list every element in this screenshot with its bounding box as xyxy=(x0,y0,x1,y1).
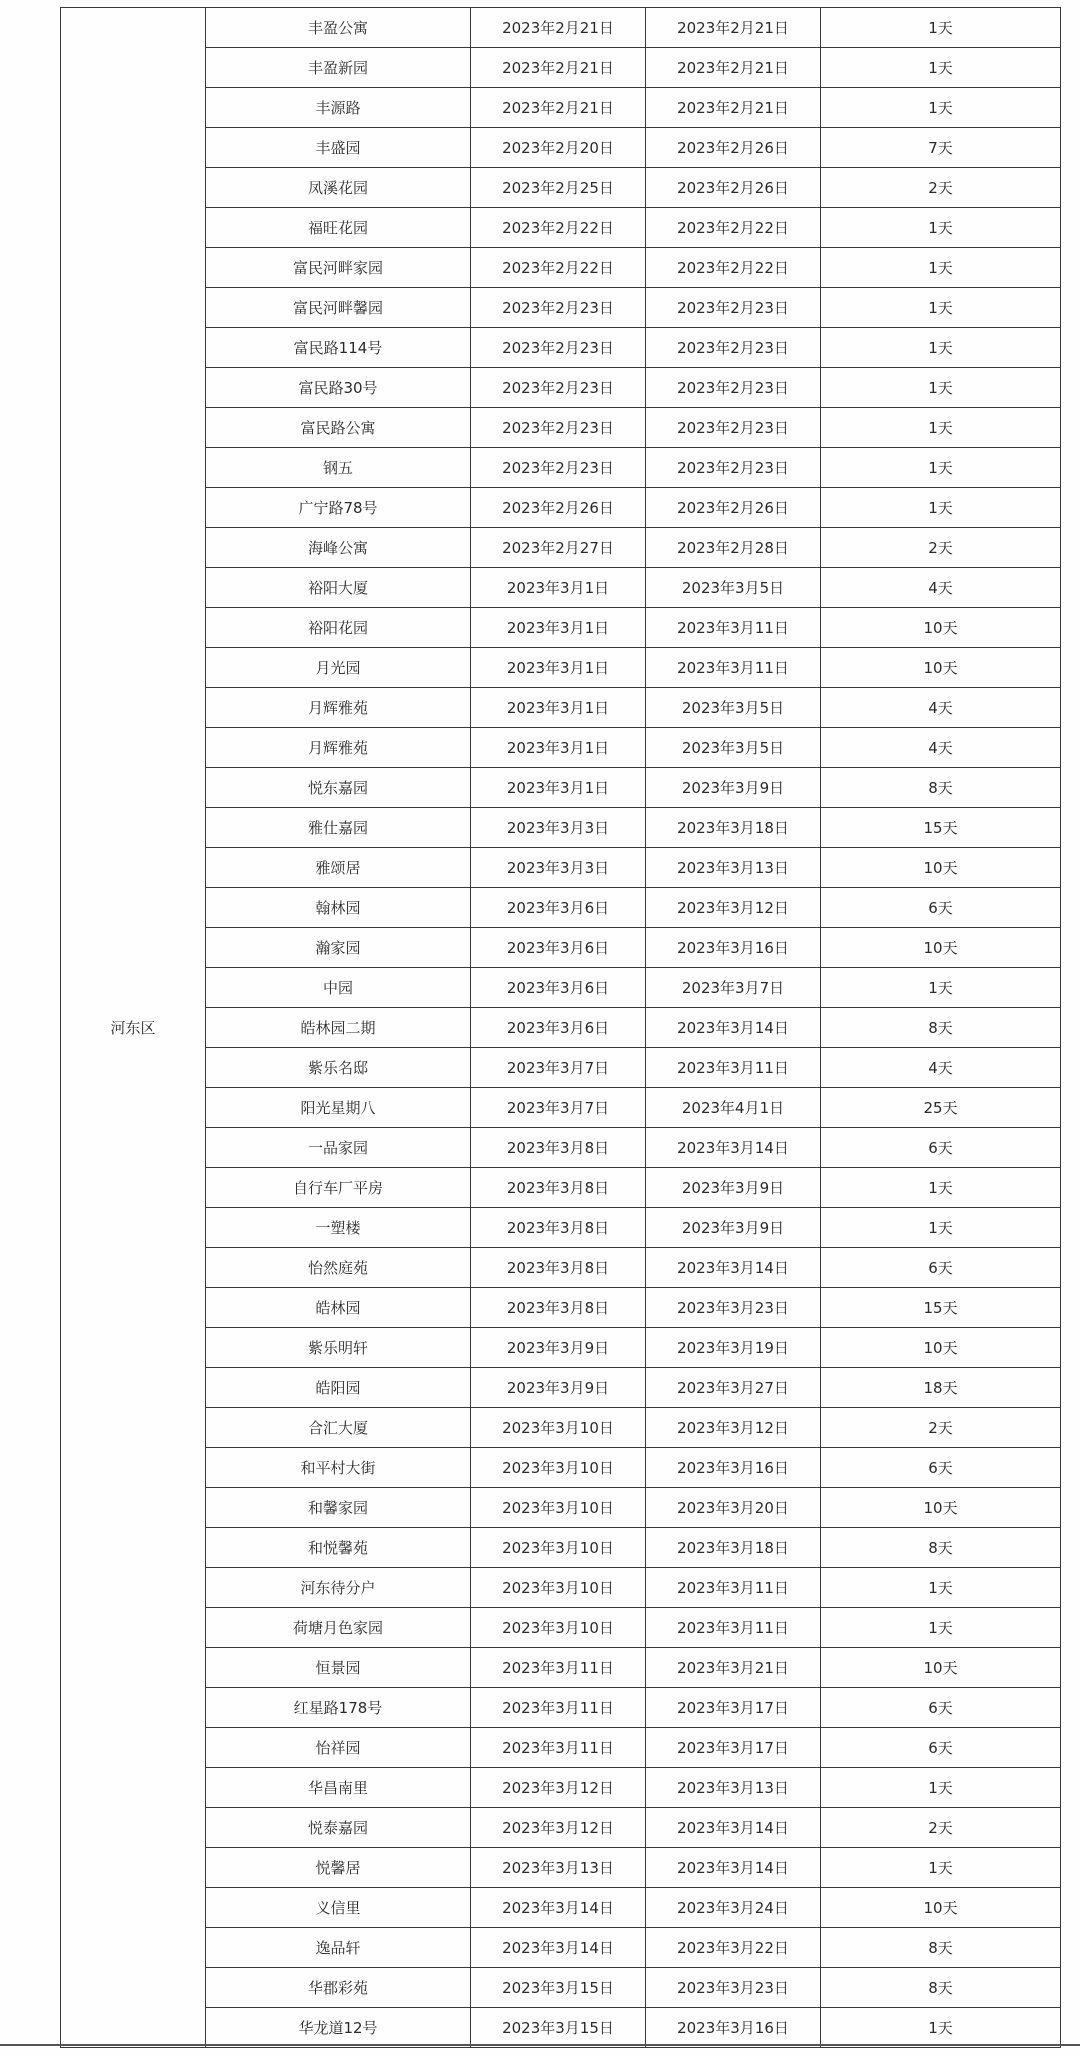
community-name-cell: 富民路30号 xyxy=(206,368,471,408)
end-date-cell: 2023年3月9日 xyxy=(646,1168,821,1208)
duration-cell: 1天 xyxy=(821,8,1061,48)
start-date-cell: 2023年3月7日 xyxy=(471,1088,646,1128)
table-row xyxy=(61,1808,1061,1848)
community-name-cell: 和平村大街 xyxy=(206,1448,471,1488)
table-row xyxy=(61,1288,1061,1328)
table-row xyxy=(61,968,1061,1008)
start-date-cell: 2023年2月20日 xyxy=(471,128,646,168)
end-date-cell: 2023年3月18日 xyxy=(646,808,821,848)
start-date-cell: 2023年3月11日 xyxy=(471,1648,646,1688)
end-date-cell: 2023年3月9日 xyxy=(646,768,821,808)
duration-cell: 1天 xyxy=(821,288,1061,328)
duration-cell: 18天 xyxy=(821,1368,1061,1408)
duration-cell: 8天 xyxy=(821,1928,1061,1968)
duration-cell: 8天 xyxy=(821,1528,1061,1568)
start-date-cell: 2023年3月13日 xyxy=(471,1848,646,1888)
end-date-cell: 2023年3月14日 xyxy=(646,1248,821,1288)
duration-cell: 6天 xyxy=(821,1448,1061,1488)
community-name-cell: 荷塘月色家园 xyxy=(206,1608,471,1648)
community-name-cell: 雅仕嘉园 xyxy=(206,808,471,848)
community-name-cell: 翰林园 xyxy=(206,888,471,928)
start-date-cell: 2023年2月27日 xyxy=(471,528,646,568)
duration-cell: 1天 xyxy=(821,2008,1061,2048)
duration-cell: 2天 xyxy=(821,528,1061,568)
end-date-cell: 2023年2月21日 xyxy=(646,8,821,48)
duration-cell: 1天 xyxy=(821,328,1061,368)
table-row xyxy=(61,688,1061,728)
table-row xyxy=(61,48,1061,88)
table-row xyxy=(61,208,1061,248)
start-date-cell: 2023年3月6日 xyxy=(471,888,646,928)
table-row xyxy=(61,608,1061,648)
duration-cell: 1天 xyxy=(821,488,1061,528)
table-row xyxy=(61,1608,1061,1648)
end-date-cell: 2023年2月22日 xyxy=(646,208,821,248)
community-name-cell: 富民路114号 xyxy=(206,328,471,368)
table-row xyxy=(61,1968,1061,2008)
table-row xyxy=(61,928,1061,968)
table-row xyxy=(61,1648,1061,1688)
start-date-cell: 2023年3月10日 xyxy=(471,1408,646,1448)
end-date-cell: 2023年2月28日 xyxy=(646,528,821,568)
end-date-cell: 2023年3月22日 xyxy=(646,1928,821,1968)
community-name-cell: 皓阳园 xyxy=(206,1368,471,1408)
duration-cell: 8天 xyxy=(821,1008,1061,1048)
duration-cell: 15天 xyxy=(821,1288,1061,1328)
start-date-cell: 2023年3月8日 xyxy=(471,1168,646,1208)
end-date-cell: 2023年3月14日 xyxy=(646,1128,821,1168)
community-name-cell: 皓林园 xyxy=(206,1288,471,1328)
duration-cell: 1天 xyxy=(821,448,1061,488)
duration-cell: 10天 xyxy=(821,928,1061,968)
duration-cell: 2天 xyxy=(821,1808,1061,1848)
start-date-cell: 2023年3月11日 xyxy=(471,1688,646,1728)
table-row xyxy=(61,1328,1061,1368)
end-date-cell: 2023年2月26日 xyxy=(646,168,821,208)
duration-cell: 6天 xyxy=(821,1248,1061,1288)
duration-cell: 1天 xyxy=(821,1568,1061,1608)
community-name-cell: 福旺花园 xyxy=(206,208,471,248)
start-date-cell: 2023年3月10日 xyxy=(471,1448,646,1488)
duration-cell: 1天 xyxy=(821,48,1061,88)
table-row xyxy=(61,528,1061,568)
community-name-cell: 一品家园 xyxy=(206,1128,471,1168)
table-row xyxy=(61,568,1061,608)
table-row xyxy=(61,1448,1061,1488)
start-date-cell: 2023年3月6日 xyxy=(471,928,646,968)
start-date-cell: 2023年2月23日 xyxy=(471,448,646,488)
start-date-cell: 2023年3月1日 xyxy=(471,768,646,808)
duration-cell: 1天 xyxy=(821,208,1061,248)
table-row xyxy=(61,368,1061,408)
duration-cell: 4天 xyxy=(821,728,1061,768)
duration-cell: 4天 xyxy=(821,1048,1061,1088)
table-row xyxy=(61,1488,1061,1528)
duration-cell: 10天 xyxy=(821,1328,1061,1368)
duration-cell: 1天 xyxy=(821,248,1061,288)
start-date-cell: 2023年3月1日 xyxy=(471,568,646,608)
table-row xyxy=(61,288,1061,328)
community-name-cell: 裕阳大厦 xyxy=(206,568,471,608)
district-cell: 河东区 xyxy=(61,8,206,2048)
duration-cell: 10天 xyxy=(821,648,1061,688)
community-name-cell: 月光园 xyxy=(206,648,471,688)
duration-cell: 1天 xyxy=(821,88,1061,128)
end-date-cell: 2023年3月17日 xyxy=(646,1688,821,1728)
start-date-cell: 2023年3月9日 xyxy=(471,1368,646,1408)
duration-cell: 8天 xyxy=(821,1968,1061,2008)
community-name-cell: 和悦馨苑 xyxy=(206,1528,471,1568)
end-date-cell: 2023年3月16日 xyxy=(646,2008,821,2048)
table-row xyxy=(61,1168,1061,1208)
end-date-cell: 2023年3月18日 xyxy=(646,1528,821,1568)
end-date-cell: 2023年2月23日 xyxy=(646,448,821,488)
table-row xyxy=(61,448,1061,488)
table-row xyxy=(61,1768,1061,1808)
community-name-cell: 皓林园二期 xyxy=(206,1008,471,1048)
duration-cell: 2天 xyxy=(821,168,1061,208)
end-date-cell: 2023年3月13日 xyxy=(646,1768,821,1808)
end-date-cell: 2023年4月1日 xyxy=(646,1088,821,1128)
end-date-cell: 2023年3月14日 xyxy=(646,1008,821,1048)
end-date-cell: 2023年3月11日 xyxy=(646,648,821,688)
community-name-cell: 悦东嘉园 xyxy=(206,768,471,808)
community-name-cell: 丰源路 xyxy=(206,88,471,128)
duration-cell: 1天 xyxy=(821,1608,1061,1648)
table-row xyxy=(61,648,1061,688)
table-row xyxy=(61,408,1061,448)
start-date-cell: 2023年2月25日 xyxy=(471,168,646,208)
community-name-cell: 广宁路78号 xyxy=(206,488,471,528)
bottom-border-line xyxy=(0,2044,1080,2046)
end-date-cell: 2023年3月9日 xyxy=(646,1208,821,1248)
duration-cell: 1天 xyxy=(821,968,1061,1008)
community-name-cell: 海峰公寓 xyxy=(206,528,471,568)
community-name-cell: 河东待分户 xyxy=(206,1568,471,1608)
table-row xyxy=(61,728,1061,768)
start-date-cell: 2023年3月11日 xyxy=(471,1728,646,1768)
duration-cell: 1天 xyxy=(821,1168,1061,1208)
duration-cell: 10天 xyxy=(821,608,1061,648)
duration-cell: 10天 xyxy=(821,1888,1061,1928)
duration-cell: 25天 xyxy=(821,1088,1061,1128)
start-date-cell: 2023年3月6日 xyxy=(471,1008,646,1048)
table-row xyxy=(61,888,1061,928)
end-date-cell: 2023年3月20日 xyxy=(646,1488,821,1528)
duration-cell: 1天 xyxy=(821,1848,1061,1888)
start-date-cell: 2023年2月21日 xyxy=(471,8,646,48)
start-date-cell: 2023年3月15日 xyxy=(471,2008,646,2048)
start-date-cell: 2023年3月6日 xyxy=(471,968,646,1008)
duration-cell: 1天 xyxy=(821,1768,1061,1808)
community-name-cell: 钢五 xyxy=(206,448,471,488)
duration-cell: 10天 xyxy=(821,1488,1061,1528)
start-date-cell: 2023年3月3日 xyxy=(471,848,646,888)
community-name-cell: 自行车厂平房 xyxy=(206,1168,471,1208)
schedule-table xyxy=(60,7,1061,2048)
end-date-cell: 2023年2月21日 xyxy=(646,88,821,128)
table-row xyxy=(61,1728,1061,1768)
start-date-cell: 2023年2月21日 xyxy=(471,48,646,88)
community-name-cell: 凤溪花园 xyxy=(206,168,471,208)
start-date-cell: 2023年3月1日 xyxy=(471,728,646,768)
table-row xyxy=(61,768,1061,808)
table-row xyxy=(61,248,1061,288)
table-row xyxy=(61,1368,1061,1408)
table-row xyxy=(61,128,1061,168)
end-date-cell: 2023年3月5日 xyxy=(646,568,821,608)
duration-cell: 10天 xyxy=(821,848,1061,888)
community-name-cell: 华昌南里 xyxy=(206,1768,471,1808)
duration-cell: 6天 xyxy=(821,1128,1061,1168)
start-date-cell: 2023年3月15日 xyxy=(471,1968,646,2008)
start-date-cell: 2023年3月14日 xyxy=(471,1888,646,1928)
end-date-cell: 2023年3月16日 xyxy=(646,928,821,968)
start-date-cell: 2023年3月10日 xyxy=(471,1568,646,1608)
end-date-cell: 2023年3月23日 xyxy=(646,1288,821,1328)
end-date-cell: 2023年3月11日 xyxy=(646,1568,821,1608)
start-date-cell: 2023年3月8日 xyxy=(471,1208,646,1248)
start-date-cell: 2023年3月10日 xyxy=(471,1608,646,1648)
start-date-cell: 2023年2月21日 xyxy=(471,88,646,128)
table-row xyxy=(61,1688,1061,1728)
table-row xyxy=(61,2008,1061,2048)
community-name-cell: 逸品轩 xyxy=(206,1928,471,1968)
end-date-cell: 2023年3月27日 xyxy=(646,1368,821,1408)
community-name-cell: 中园 xyxy=(206,968,471,1008)
community-name-cell: 瀚家园 xyxy=(206,928,471,968)
table-row xyxy=(61,1408,1061,1448)
duration-cell: 1天 xyxy=(821,408,1061,448)
duration-cell: 4天 xyxy=(821,688,1061,728)
start-date-cell: 2023年3月8日 xyxy=(471,1128,646,1168)
table-row xyxy=(61,488,1061,528)
end-date-cell: 2023年3月24日 xyxy=(646,1888,821,1928)
end-date-cell: 2023年3月5日 xyxy=(646,728,821,768)
duration-cell: 4天 xyxy=(821,568,1061,608)
start-date-cell: 2023年3月12日 xyxy=(471,1768,646,1808)
end-date-cell: 2023年2月21日 xyxy=(646,48,821,88)
table-row xyxy=(61,1888,1061,1928)
duration-cell: 1天 xyxy=(821,1208,1061,1248)
start-date-cell: 2023年3月1日 xyxy=(471,648,646,688)
community-name-cell: 阳光星期八 xyxy=(206,1088,471,1128)
community-name-cell: 恒景园 xyxy=(206,1648,471,1688)
table-row xyxy=(61,1528,1061,1568)
community-name-cell: 合汇大厦 xyxy=(206,1408,471,1448)
table-row xyxy=(61,8,1061,48)
end-date-cell: 2023年3月23日 xyxy=(646,1968,821,2008)
table-row xyxy=(61,1048,1061,1088)
end-date-cell: 2023年2月23日 xyxy=(646,288,821,328)
start-date-cell: 2023年3月12日 xyxy=(471,1808,646,1848)
table-row xyxy=(61,1848,1061,1888)
community-name-cell: 怡然庭苑 xyxy=(206,1248,471,1288)
start-date-cell: 2023年3月1日 xyxy=(471,688,646,728)
duration-cell: 6天 xyxy=(821,888,1061,928)
community-name-cell: 紫乐明轩 xyxy=(206,1328,471,1368)
start-date-cell: 2023年3月8日 xyxy=(471,1248,646,1288)
community-name-cell: 怡祥园 xyxy=(206,1728,471,1768)
community-name-cell: 丰盛园 xyxy=(206,128,471,168)
community-name-cell: 悦馨居 xyxy=(206,1848,471,1888)
community-name-cell: 红星路178号 xyxy=(206,1688,471,1728)
duration-cell: 1天 xyxy=(821,368,1061,408)
end-date-cell: 2023年3月13日 xyxy=(646,848,821,888)
end-date-cell: 2023年3月14日 xyxy=(646,1808,821,1848)
community-name-cell: 富民河畔家园 xyxy=(206,248,471,288)
community-name-cell: 紫乐名邸 xyxy=(206,1048,471,1088)
community-name-cell: 悦泰嘉园 xyxy=(206,1808,471,1848)
community-name-cell: 月辉雅苑 xyxy=(206,728,471,768)
start-date-cell: 2023年2月22日 xyxy=(471,248,646,288)
start-date-cell: 2023年3月10日 xyxy=(471,1488,646,1528)
duration-cell: 7天 xyxy=(821,128,1061,168)
end-date-cell: 2023年3月16日 xyxy=(646,1448,821,1488)
end-date-cell: 2023年2月23日 xyxy=(646,328,821,368)
duration-cell: 6天 xyxy=(821,1688,1061,1728)
end-date-cell: 2023年3月12日 xyxy=(646,888,821,928)
table-row xyxy=(61,88,1061,128)
start-date-cell: 2023年2月23日 xyxy=(471,328,646,368)
end-date-cell: 2023年3月14日 xyxy=(646,1848,821,1888)
end-date-cell: 2023年3月5日 xyxy=(646,688,821,728)
duration-cell: 6天 xyxy=(821,1728,1061,1768)
table-row xyxy=(61,1128,1061,1168)
end-date-cell: 2023年3月12日 xyxy=(646,1408,821,1448)
community-name-cell: 华龙道12号 xyxy=(206,2008,471,2048)
end-date-cell: 2023年3月17日 xyxy=(646,1728,821,1768)
start-date-cell: 2023年3月8日 xyxy=(471,1288,646,1328)
end-date-cell: 2023年3月21日 xyxy=(646,1648,821,1688)
duration-cell: 15天 xyxy=(821,808,1061,848)
table-row xyxy=(61,1208,1061,1248)
community-name-cell: 华郡彩苑 xyxy=(206,1968,471,2008)
start-date-cell: 2023年2月23日 xyxy=(471,288,646,328)
start-date-cell: 2023年3月9日 xyxy=(471,1328,646,1368)
start-date-cell: 2023年2月23日 xyxy=(471,408,646,448)
duration-cell: 2天 xyxy=(821,1408,1061,1448)
end-date-cell: 2023年3月11日 xyxy=(646,1048,821,1088)
community-name-cell: 富民河畔馨园 xyxy=(206,288,471,328)
table-row xyxy=(61,1928,1061,1968)
end-date-cell: 2023年2月23日 xyxy=(646,408,821,448)
community-name-cell: 裕阳花园 xyxy=(206,608,471,648)
duration-cell: 10天 xyxy=(821,1648,1061,1688)
community-name-cell: 丰盈新园 xyxy=(206,48,471,88)
end-date-cell: 2023年3月7日 xyxy=(646,968,821,1008)
community-name-cell: 富民路公寓 xyxy=(206,408,471,448)
duration-cell: 8天 xyxy=(821,768,1061,808)
start-date-cell: 2023年3月14日 xyxy=(471,1928,646,1968)
start-date-cell: 2023年2月23日 xyxy=(471,368,646,408)
community-name-cell: 义信里 xyxy=(206,1888,471,1928)
community-name-cell: 和馨家园 xyxy=(206,1488,471,1528)
community-name-cell: 丰盈公寓 xyxy=(206,8,471,48)
end-date-cell: 2023年3月19日 xyxy=(646,1328,821,1368)
end-date-cell: 2023年2月22日 xyxy=(646,248,821,288)
end-date-cell: 2023年2月26日 xyxy=(646,488,821,528)
table-row xyxy=(61,1568,1061,1608)
start-date-cell: 2023年2月22日 xyxy=(471,208,646,248)
table-row xyxy=(61,168,1061,208)
start-date-cell: 2023年3月1日 xyxy=(471,608,646,648)
start-date-cell: 2023年2月26日 xyxy=(471,488,646,528)
start-date-cell: 2023年3月7日 xyxy=(471,1048,646,1088)
table-row xyxy=(61,848,1061,888)
end-date-cell: 2023年2月26日 xyxy=(646,128,821,168)
schedule-table-body xyxy=(61,8,1061,2048)
end-date-cell: 2023年2月23日 xyxy=(646,368,821,408)
end-date-cell: 2023年3月11日 xyxy=(646,608,821,648)
table-row xyxy=(61,1088,1061,1128)
community-name-cell: 一塑楼 xyxy=(206,1208,471,1248)
end-date-cell: 2023年3月11日 xyxy=(646,1608,821,1648)
table-row xyxy=(61,1008,1061,1048)
community-name-cell: 雅颂居 xyxy=(206,848,471,888)
start-date-cell: 2023年3月10日 xyxy=(471,1528,646,1568)
start-date-cell: 2023年3月3日 xyxy=(471,808,646,848)
community-name-cell: 月辉雅苑 xyxy=(206,688,471,728)
table-row xyxy=(61,808,1061,848)
table-row xyxy=(61,328,1061,368)
table-row xyxy=(61,1248,1061,1288)
